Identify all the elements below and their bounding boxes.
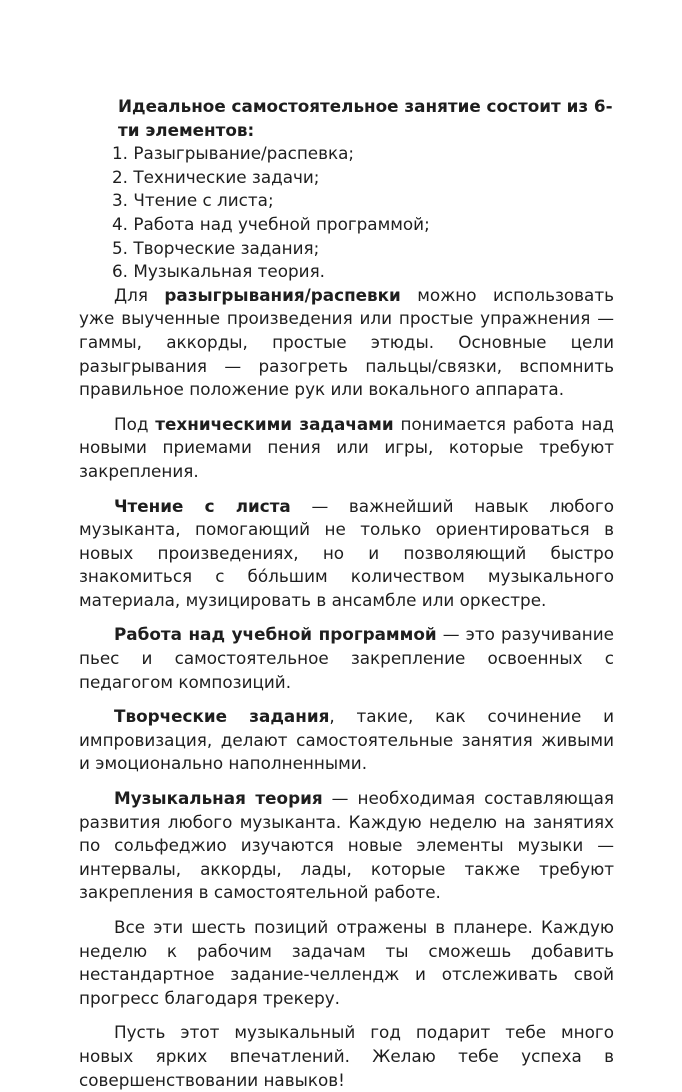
paragraph-text: Под (114, 413, 156, 434)
paragraph-warmup (79, 284, 614, 402)
list-item: 3. Чтение с листа; (112, 190, 274, 211)
paragraph-text: Для (114, 284, 165, 305)
paragraph-text: — важнейший навык любого музыканта, помогающий не только ориентироваться в новых произведениях, но и позволяющий быстро знакомиться с бо́льшим количеством музыкального материала, музицировать в ансамбле или оркестре. (79, 495, 614, 610)
paragraph-text: — это разучивание пьес и самостоятельное закрепление освоенных с педагогом композиций. (79, 624, 614, 692)
paragraph-creative (79, 705, 614, 776)
list-item: 1. Разыгрывание/распевка; (112, 143, 355, 164)
paragraph-text: Пусть этот музыкальный год подарит тебе много новых ярких впечатлений. Желаю тебе успеха в совершенствовании навыков! (79, 1022, 614, 1090)
page-content (79, 95, 614, 1092)
paragraph-sight-reading (79, 495, 614, 613)
paragraph-term: техническими задачами (155, 413, 394, 434)
paragraph-closing (79, 1021, 614, 1092)
list-item: 5. Творческие задания; (112, 237, 320, 258)
paragraph-term: Творческие задания (114, 706, 330, 727)
paragraph-term: Музыкальная теория (114, 788, 323, 809)
paragraph-planner (79, 916, 614, 1010)
paragraph-term: Чтение с листа (114, 495, 291, 516)
paragraph-technique (79, 413, 614, 484)
paragraph-theory (79, 787, 614, 905)
paragraph-text: можно использовать уже выученные произведения или простые упражнения — гаммы, аккорды, простые этюды. Основные цели разыгрывания — разогреть пальцы/связки, вспомнить правильное положение рук или вокального аппарата. (79, 284, 615, 400)
paragraph-term: разыгрывания/распевки (164, 284, 401, 305)
paragraph-program (79, 623, 614, 694)
paragraph-text: , такие, как сочинение и импровизация, делают самостоятельные занятия живыми и эмоционально наполненными. (79, 706, 614, 774)
paragraph-text: — необходимая составляющая развития любого музыканта. Каждую неделю на занятиях по сольфеджио изучаются новые элементы музыки — интервалы, аккорды, лады, которые также требуют закрепления в самостоятельной работе. (79, 788, 614, 903)
paragraph-term: Работа над учебной программой (114, 624, 437, 645)
paragraph-text: Все эти шесть позиций отражены в планере. Каждую неделю к рабочим задачам ты сможешь добавить нестандартное задание-челлендж и отслеживать свой прогресс благодаря трекеру. (79, 917, 614, 1008)
elements-list (79, 142, 614, 284)
list-item: 2. Технические задачи; (112, 166, 320, 187)
page-heading: Идеальное самостоятельное занятие состоит из 6-ти элементов: (118, 96, 613, 140)
list-item: 4. Работа над учебной программой; (112, 213, 430, 234)
paragraph-text: понимается работа над новыми приемами пения или игры, которые требуют закрепления. (79, 413, 614, 481)
list-item: 6. Музыкальная теория. (112, 261, 326, 282)
